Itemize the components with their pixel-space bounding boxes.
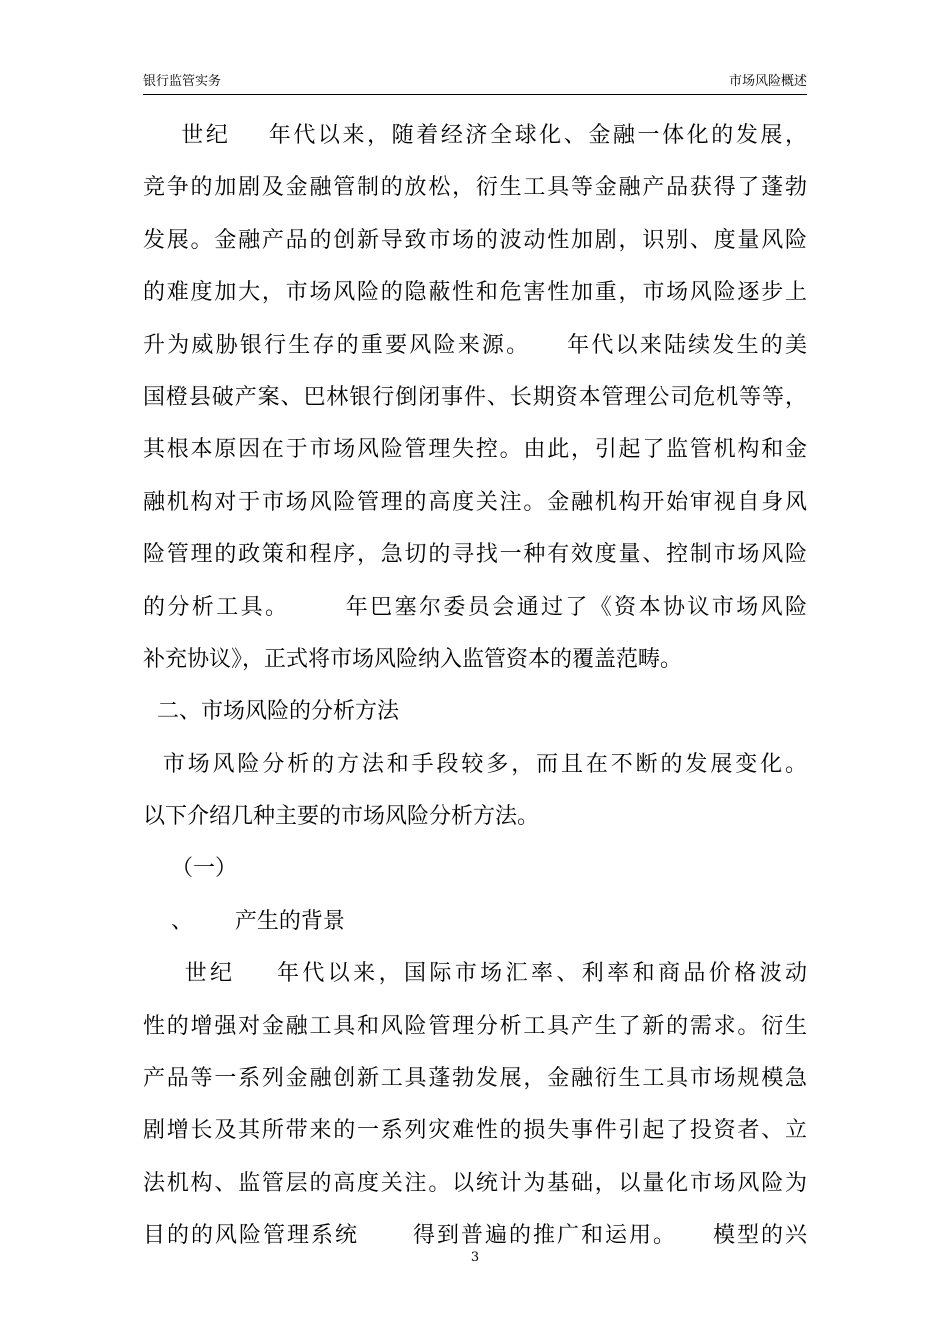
text-line: 产品等一系列金融创新工具蓬勃发展，金融衍生工具市场规模急 (143, 1066, 807, 1092)
text-line: 其根本原因在于市场风险管理失控。由此，引起了监管机构和金 (143, 437, 807, 463)
text-line: 的分析工具。 年巴塞尔委员会通过了《资本协议市场风险 (143, 594, 807, 620)
text-line: 补充协议》，正式将市场风险纳入监管资本的覆盖范畴。 (143, 646, 683, 672)
header-right-title: 市场风险概述 (728, 74, 807, 89)
section-heading: （一） (143, 856, 237, 882)
text-line: 市场风险分析的方法和手段较多，而且在不断的发展变化。 (143, 751, 807, 777)
text-line: 剧增长及其所带来的一系列灾难性的损失事件引起了投资者、立 (143, 1118, 807, 1144)
text-line: 升为威胁银行生存的重要风险来源。 年代以来陆续发生的美 (143, 332, 807, 358)
text-line: 目的的风险管理系统 得到普遍的推广和运用。 模型的兴 (143, 1223, 807, 1249)
page-header (143, 72, 807, 95)
text-line: 世纪 年代以来，国际市场汇率、利率和商品价格波动 (143, 961, 807, 987)
page-number: 3 (470, 1250, 480, 1265)
header-left-title: 银行监管实务 (143, 74, 222, 89)
section-heading: 、 产生的背景 (143, 908, 345, 934)
text-line: 竞争的加剧及金融管制的放松，衍生工具等金融产品获得了蓬勃 (143, 175, 807, 201)
text-line: 险管理的政策和程序，急切的寻找一种有效度量、控制市场风险 (143, 542, 807, 568)
text-line: 融机构对于市场风险管理的高度关注。金融机构开始审视自身风 (143, 489, 807, 515)
text-line: 法机构、监管层的高度关注。以统计为基础，以量化市场风险为 (143, 1170, 807, 1196)
text-line: 国橙县破产案、巴林银行倒闭事件、长期资本管理公司危机等等， (143, 384, 807, 410)
text-line: 性的增强对金融工具和风险管理分析工具产生了新的需求。衍生 (143, 1013, 807, 1039)
document-body (143, 110, 807, 1263)
text-line: 发展。金融产品的创新导致市场的波动性加剧，识别、度量风险 (143, 227, 807, 253)
text-line: 世纪 年代以来，随着经济全球化、金融一体化的发展， (143, 123, 807, 148)
text-line: 的难度加大，市场风险的隐蔽性和危害性加重，市场风险逐步上 (143, 280, 807, 306)
section-heading: 二、市场风险的分析方法 (143, 699, 399, 725)
text-line: 以下介绍几种主要的市场风险分析方法。 (143, 804, 540, 830)
